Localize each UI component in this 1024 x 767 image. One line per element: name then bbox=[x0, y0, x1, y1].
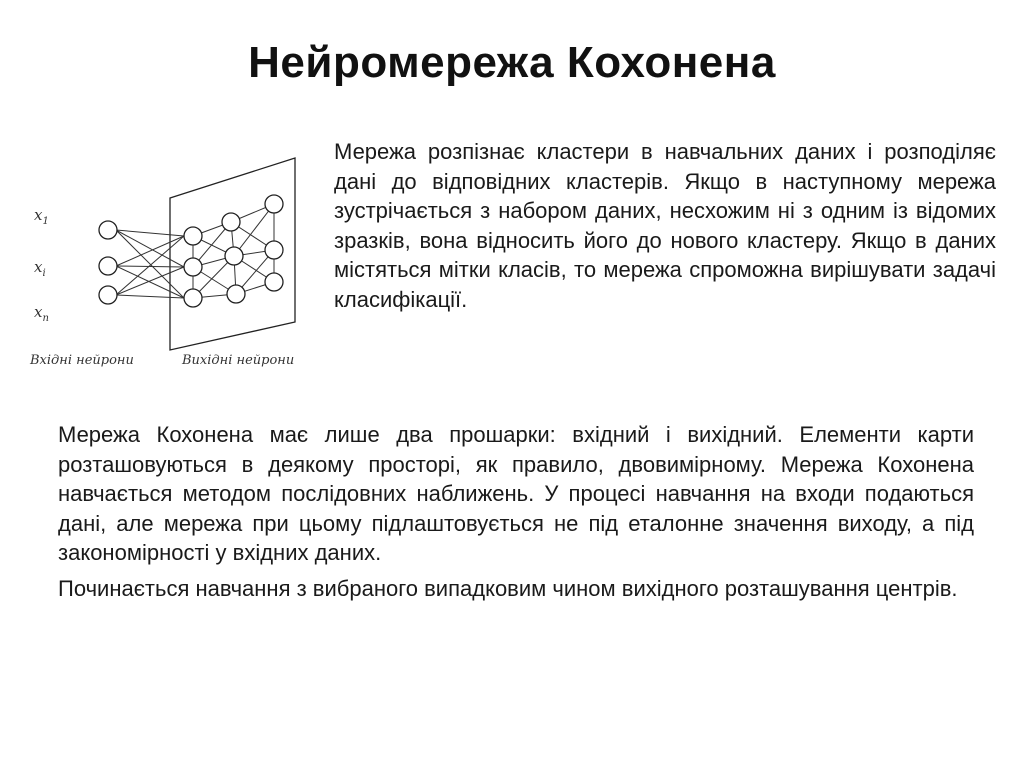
body-paragraph: Мережа Кохонена має лише два прошарки: вхідний і вихідний. Елементи карти розташовуються в деякому просторі, як правило, двовимірному. Мережа Кохонена навчається методом послідовних наближень. У процесі навчання на входи подаються дані, але мережа при цьому підлаштовується не під еталонне значення виходу, а під закономірності у вхідних даних. bbox=[58, 422, 974, 565]
output-neuron bbox=[225, 247, 243, 265]
output-neuron bbox=[222, 213, 240, 231]
output-neuron bbox=[184, 258, 202, 276]
output-neuron bbox=[265, 241, 283, 259]
output-neuron bbox=[227, 285, 245, 303]
input-neuron bbox=[99, 286, 117, 304]
input-neurons-caption: Вхідні нейрони bbox=[30, 353, 134, 368]
output-neuron bbox=[184, 227, 202, 245]
input-neuron bbox=[99, 221, 117, 239]
input-label-x1: $x_1$ bbox=[34, 206, 49, 227]
slide-title: Нейромережа Кохонена bbox=[248, 38, 776, 87]
output-neurons-caption: Вихідні нейрони bbox=[182, 353, 295, 368]
output-neuron bbox=[184, 289, 202, 307]
intro-paragraph: Мережа розпізнає кластери в навчальних даних і розподіляє дані до відповідних кластерів. Якщо в наступному мережа зустрічається з набором даних, несхожим ні з одним із відомих зразків, вона відносить його до нового кластеру. Якщо в даних містяться мітки класів, то мережа спроможна вирішувати задачі класифікації. bbox=[334, 139, 996, 312]
kohonen-network-diagram bbox=[24, 150, 324, 380]
input-label-xn: $x_n$ bbox=[34, 303, 49, 324]
body-text bbox=[58, 420, 974, 609]
body-paragraph: Починається навчання з вибраного випадковим чином вихідного розташування центрів. bbox=[58, 575, 958, 601]
output-neuron bbox=[265, 195, 283, 213]
input-neuron bbox=[99, 257, 117, 275]
output-neuron bbox=[265, 273, 283, 291]
input-label-xi: $x_i$ bbox=[34, 258, 46, 279]
